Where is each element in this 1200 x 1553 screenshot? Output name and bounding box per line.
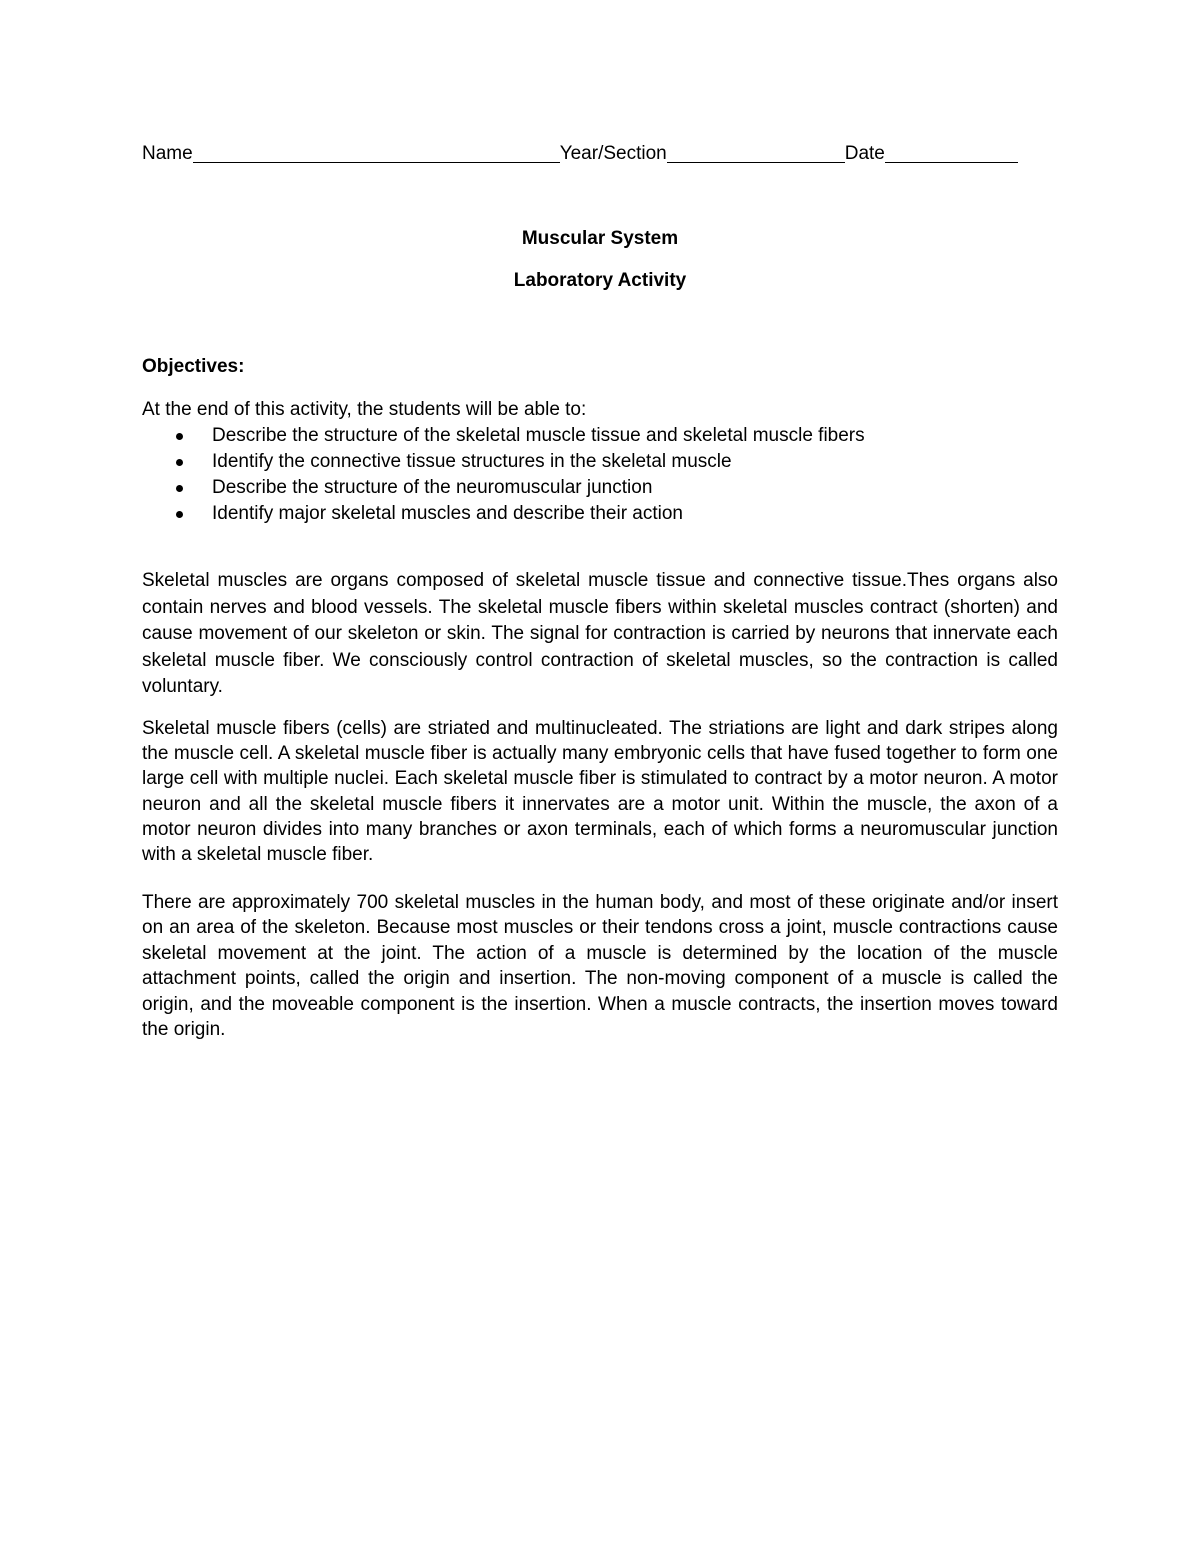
list-item — [142, 423, 865, 449]
list-item — [142, 449, 865, 475]
name-label: Name — [142, 143, 193, 164]
date-blank — [885, 144, 1018, 163]
objective-text: Identify major skeletal muscles and describe their action — [212, 503, 684, 524]
list-item — [142, 501, 865, 527]
body-paragraph: Skeletal muscle fibers (cells) are striated and multinucleated. The striations are light and dark stripes along the muscle cell. A skeletal muscle fiber is actually many embryonic cells that have fused together to form one large cell with multiple nuclei. Each skeletal muscle fiber is stimulated to contract by a motor neuron. A motor neuron and all the skeletal muscle fibers it innervates are a motor unit. Within the muscle, the axon of a motor neuron divides into many branches or axon terminals, each of which forms a neuromuscular junction with a skeletal muscle fiber. — [142, 718, 1058, 866]
body-paragraph: There are approximately 700 skeletal muscles in the human body, and most of these originate and/or insert on an area of the skeleton. Because most muscles or their tendons cross a joint, muscle contractions cause skeletal movement at the joint. The action of a muscle is determined by the location of the muscle attachment points, called the origin and insertion. The non-moving component of a muscle is called the origin, and the moveable component is the insertion. When a muscle contracts, the insertion moves toward the origin. — [142, 892, 1058, 1041]
list-item — [142, 475, 865, 501]
body-paragraph: Skeletal muscles are organs composed of skeletal muscle tissue and connective tissue.Thes organs also contain nerves and blood vessels. The skeletal muscle fibers within skeletal muscles contract (shorten) and cause movement of our skeleton or skin. The signal for contraction is carried by neurons that innervate each skeletal muscle fiber. We consciously control contraction of skeletal muscles, so the contraction is called voluntary. — [142, 570, 1058, 697]
document-subtitle: Laboratory Activity — [513, 270, 687, 291]
objective-text: Describe the structure of the neuromuscular junction — [212, 477, 653, 498]
bullet-icon — [176, 433, 183, 440]
date-label: Date — [844, 143, 885, 164]
bullet-icon — [176, 459, 183, 466]
objectives-list — [142, 423, 865, 527]
objectives-heading: Objectives: — [142, 356, 245, 377]
objectives-intro: At the end of this activity, the students will be able to: — [142, 399, 587, 420]
objective-text: Describe the structure of the skeletal muscle tissue and skeletal muscle fibers — [212, 425, 865, 446]
bullet-icon — [176, 485, 183, 492]
year-section-blank — [667, 144, 845, 163]
document-title: Muscular System — [521, 228, 679, 249]
bullet-icon — [176, 511, 183, 518]
student-info-line — [142, 143, 1052, 165]
name-blank — [193, 144, 560, 163]
objective-text: Identify the connective tissue structures in the skeletal muscle — [212, 451, 732, 472]
year-section-label: Year/Section — [559, 143, 667, 164]
